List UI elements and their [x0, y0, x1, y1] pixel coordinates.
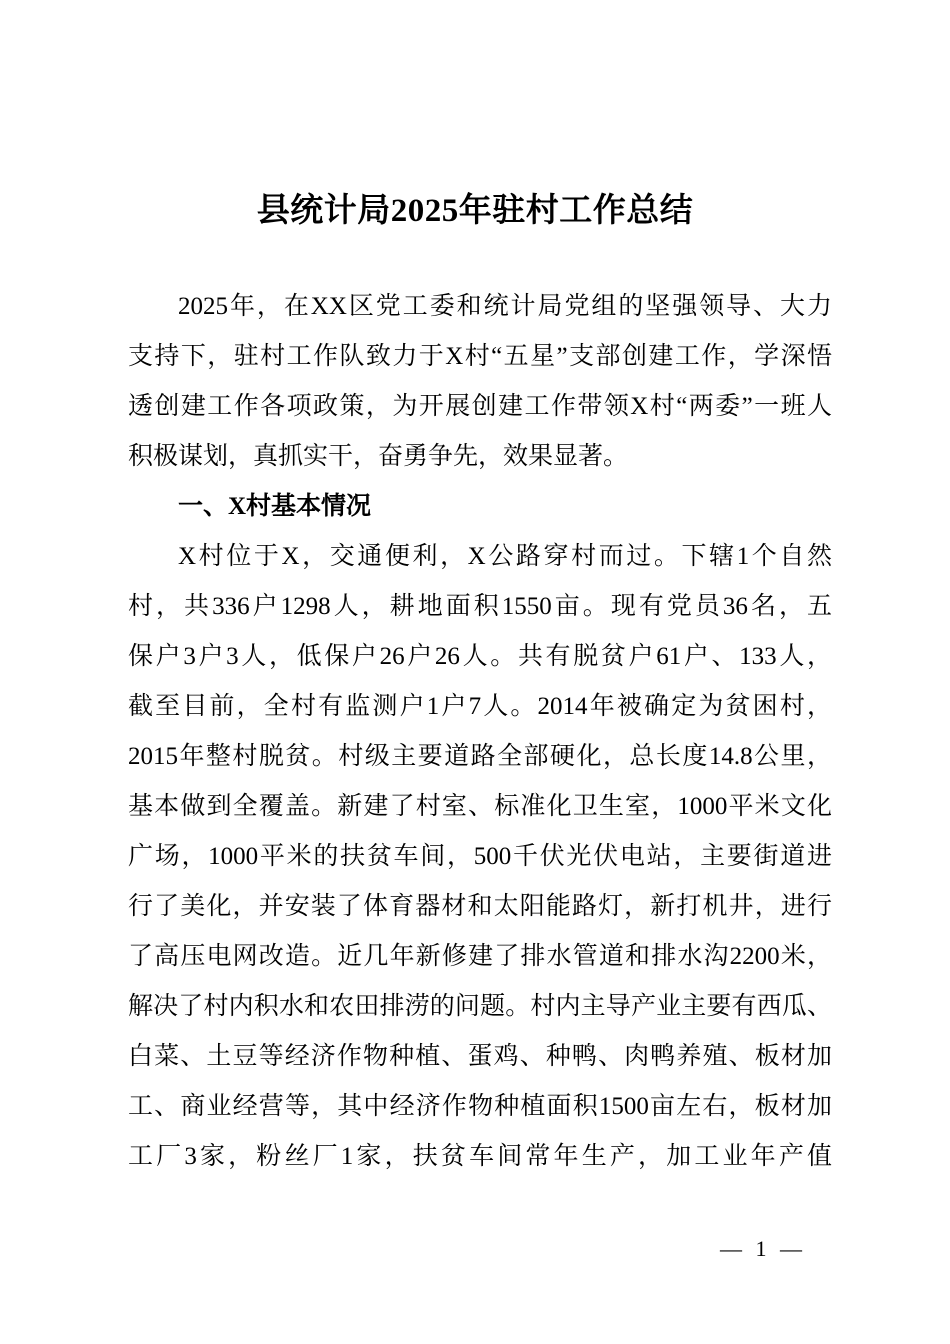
document-body — [128, 282, 832, 1182]
paragraph-line: 解决了村内积水和农田排涝的问题。村内主导产业主要有西瓜、 — [128, 993, 832, 1020]
document-title: 县统计局2025年驻村工作总结 — [256, 193, 694, 229]
paragraph-line: 积极谋划，真抓实干，奋勇争先，效果显著。 — [128, 443, 629, 470]
paragraph-line: 村，共336户1298人，耕地面积1550亩。现有党员36名，五 — [128, 593, 832, 620]
section-heading: 一、X村基本情况 — [178, 493, 372, 520]
paragraph-line: 行了美化，并安装了体育器材和太阳能路灯，新打机井，进行 — [128, 893, 832, 920]
paragraph-line: 透创建工作各项政策，为开展创建工作带领X村“两委”一班人 — [128, 393, 832, 420]
paragraph-line: 基本做到全覆盖。新建了村室、标准化卫生室，1000平米文化 — [128, 793, 832, 820]
paragraph-line: 工、商业经营等，其中经济作物种植面积1500亩左右，板材加 — [128, 1093, 832, 1120]
paragraph-line: 2015年整村脱贫。村级主要道路全部硬化，总长度14.8公里， — [128, 743, 832, 770]
paragraph-line: X村位于X，交通便利，X公路穿村而过。下辖1个自然 — [178, 543, 832, 570]
paragraph-line: 白菜、土豆等经济作物种植、蛋鸡、种鸭、肉鸭养殖、板材加 — [128, 1043, 832, 1070]
paragraph-line: 支持下，驻村工作队致力于X村“五星”支部创建工作，学深悟 — [128, 343, 832, 370]
paragraph-line: 工厂3家，粉丝厂1家，扶贫车间常年生产，加工业年产值 — [128, 1143, 832, 1170]
paragraph-line: 截至目前，全村有监测户1户7人。2014年被确定为贫困村， — [128, 693, 832, 720]
paragraph-line: 了高压电网改造。近几年新修建了排水管道和排水沟2200米， — [128, 943, 832, 970]
paragraph-line: 保户3户3人，低保户26户26人。共有脱贫户61户、133人， — [128, 643, 832, 670]
paragraph-line: 2025年，在XX区党工委和统计局党组的坚强领导、大力 — [178, 293, 832, 320]
paragraph-line: 广场，1000平米的扶贫车间，500千伏光伏电站，主要街道进 — [128, 843, 832, 870]
page-number: — 1 — — [720, 1236, 806, 1261]
